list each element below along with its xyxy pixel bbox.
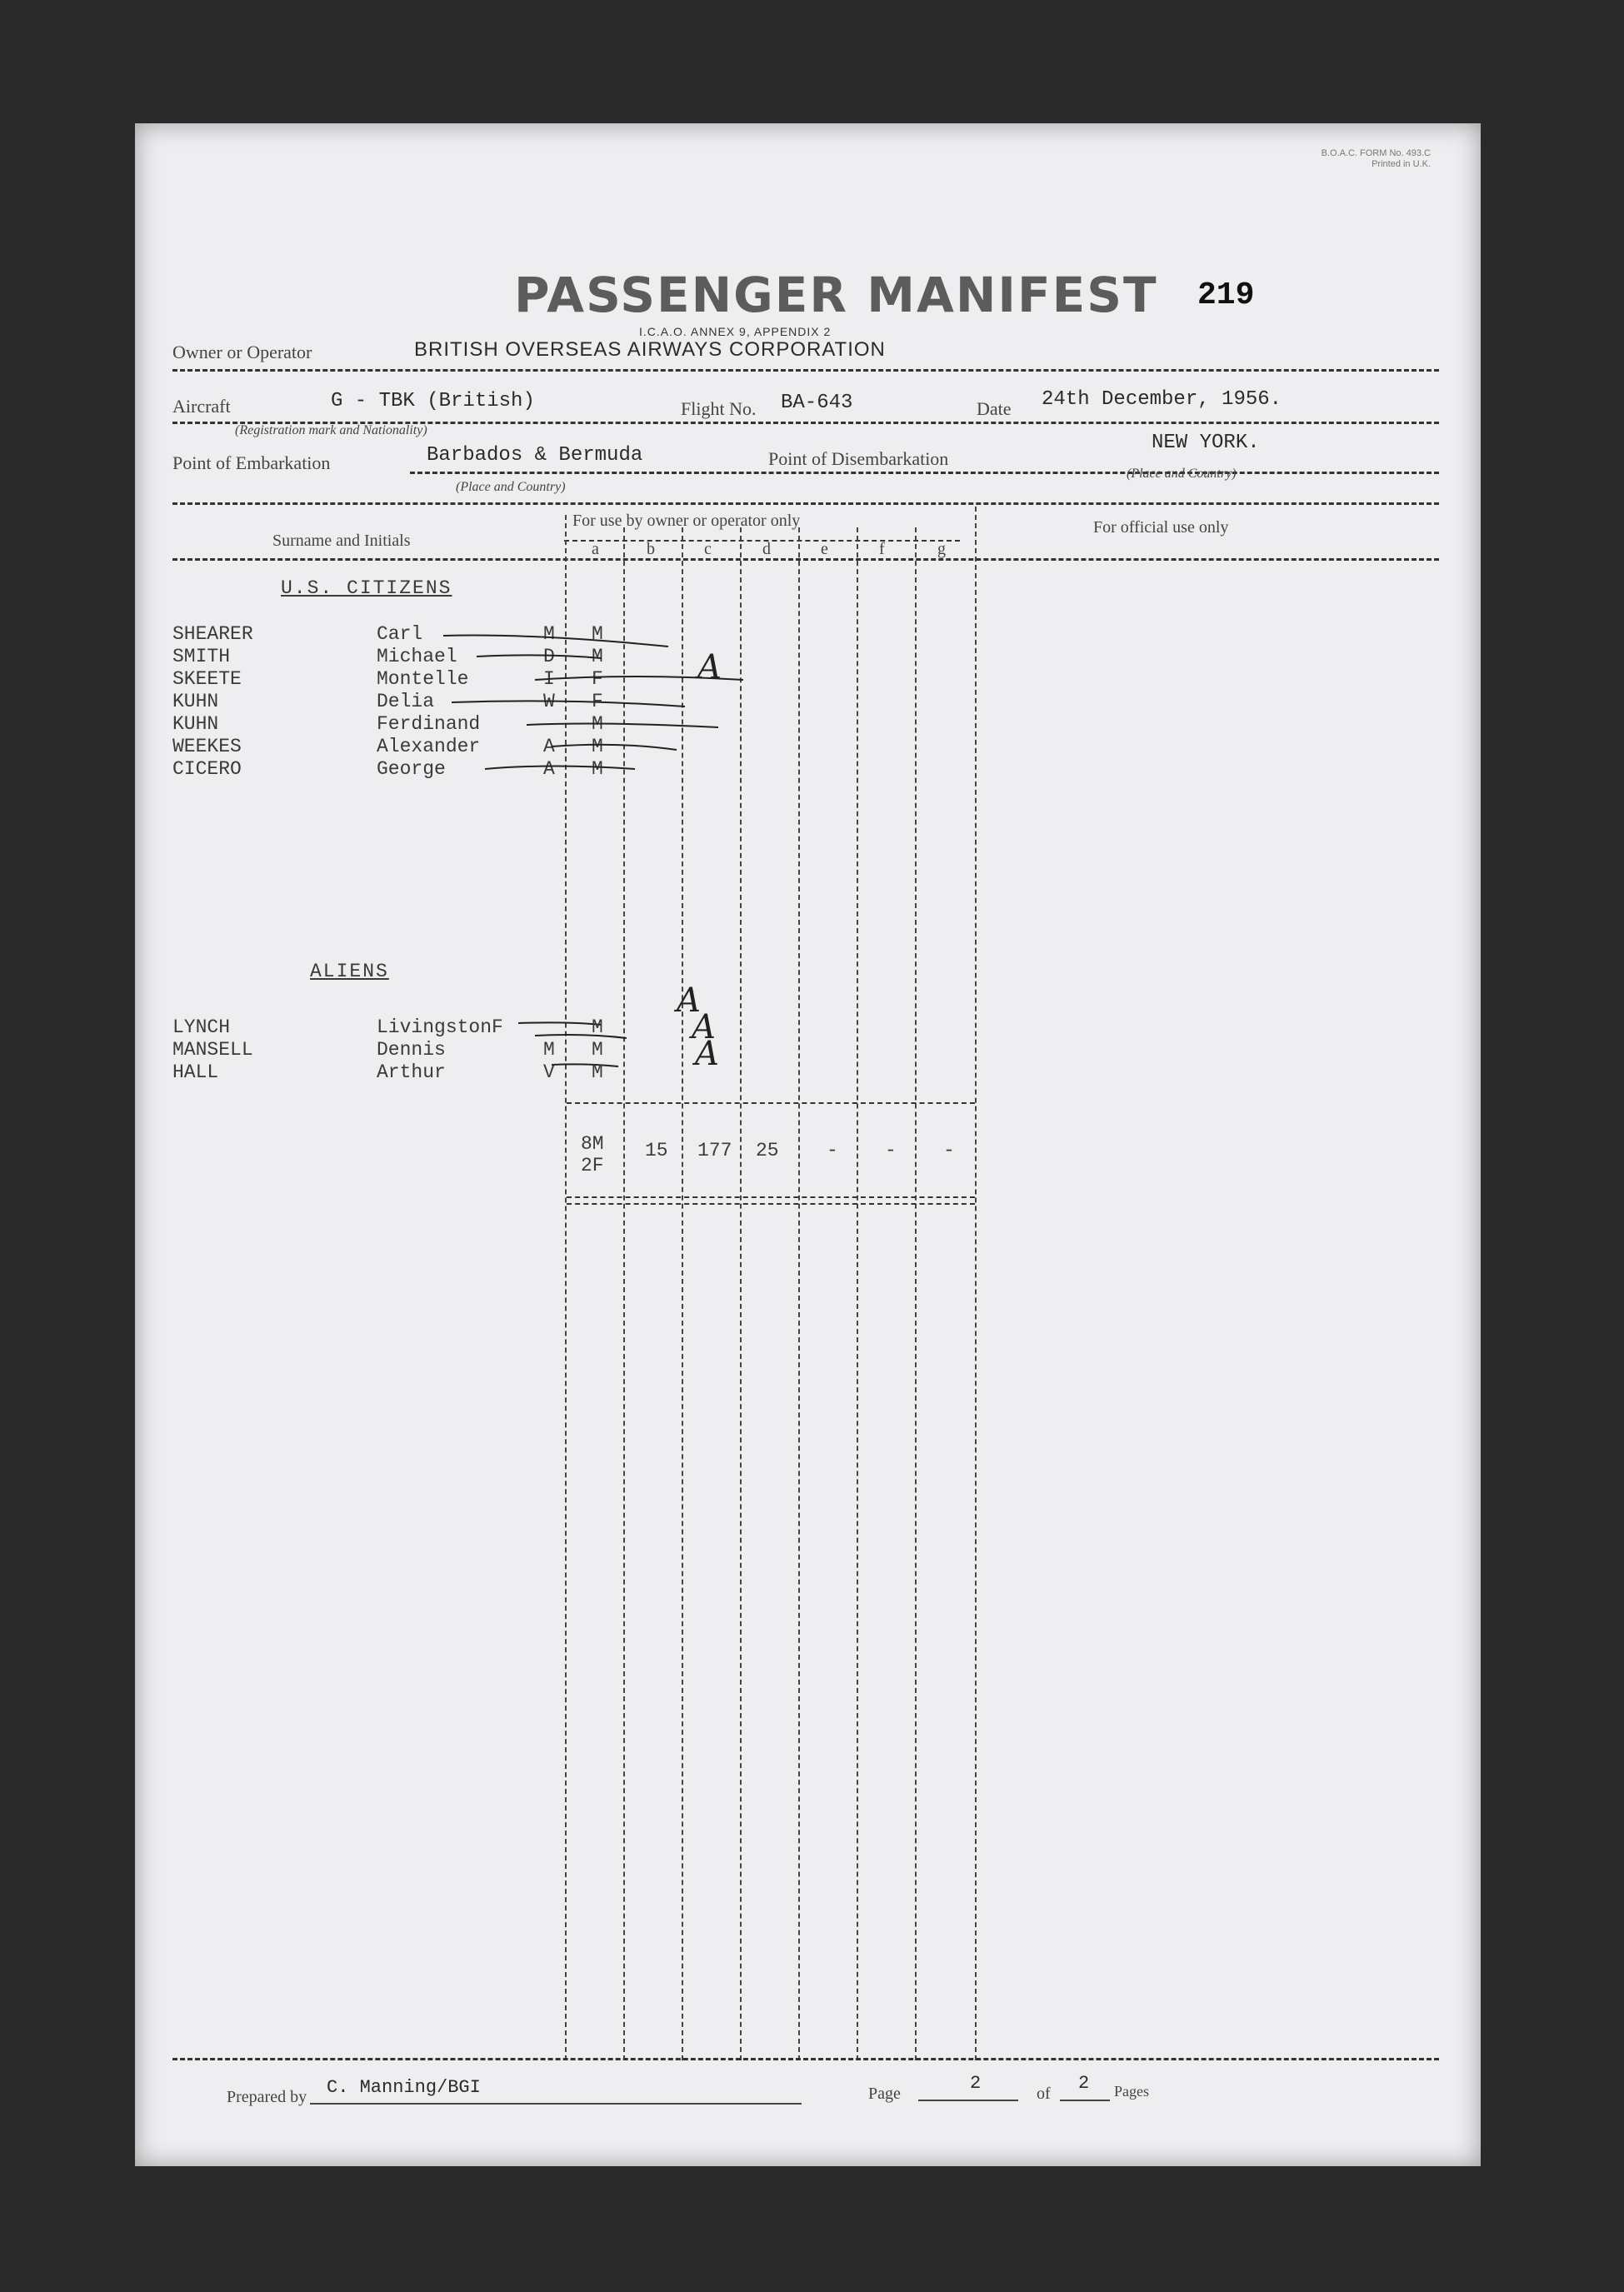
aircraft-caption: (Registration mark and Nationality) [235, 423, 427, 437]
prepared-by-value: C. Manning/BGI [327, 2077, 481, 2098]
of-label: of [1037, 2085, 1051, 2103]
section-us-citizens: U.S. CITIZENS [281, 577, 452, 599]
flight-value: BA-643 [781, 392, 853, 414]
passenger-col-b: F [592, 691, 603, 712]
disembarkation-label: Point of Disembarkation [768, 448, 949, 469]
passenger-surname: HALL [172, 1061, 219, 1083]
passenger-first: Montelle [377, 668, 469, 690]
passenger-col-a: M [543, 623, 555, 645]
total-pages: 2 [1078, 2073, 1090, 2094]
totals-bottom-rule [567, 1196, 975, 1198]
total-col-f: - [885, 1140, 897, 1161]
total-col-a-female: 2F [581, 1155, 604, 1176]
form-ref-line1: B.O.A.C. FORM No. 493.C [1321, 148, 1431, 158]
passenger-first: Delia [377, 691, 435, 712]
passenger-surname: SKEETE [172, 668, 242, 690]
total-col-b: 15 [645, 1140, 668, 1161]
form-ref-line2: Printed in U.K. [1372, 159, 1431, 169]
passenger-col-a: V [543, 1061, 555, 1083]
flight-label: Flight No. [681, 398, 757, 419]
passenger-first: Carl [377, 623, 423, 645]
passenger-col-b: M [592, 1016, 603, 1038]
col-e-header: e [821, 540, 828, 558]
total-col-e: - [827, 1140, 838, 1161]
page-label: Page [868, 2085, 901, 2103]
col-b-header: b [647, 540, 655, 558]
passenger-first: LivingstonF [377, 1016, 503, 1038]
disembarkation-caption: (Place and Country) [1127, 467, 1237, 481]
date-label: Date [977, 398, 1012, 419]
hand-mark-a: A [695, 1035, 719, 1073]
page-number: 2 [970, 2073, 982, 2094]
hand-mark-a: A [692, 1008, 716, 1046]
passenger-surname: LYNCH [172, 1016, 231, 1038]
passenger-col-b: M [592, 1061, 603, 1083]
total-col-g: - [943, 1140, 955, 1161]
pen-strokes [135, 123, 1481, 1206]
col-g-header: g [937, 540, 946, 558]
embarkation-value: Barbados & Bermuda [427, 444, 643, 467]
col-c-header: c [704, 540, 712, 558]
owner-use-header: For use by owner or operator only [572, 512, 801, 530]
passenger-surname: CICERO [172, 758, 242, 780]
passenger-col-b: M [592, 623, 603, 645]
prepared-by-label: Prepared by [227, 2088, 307, 2106]
passenger-col-a: M [543, 1039, 555, 1061]
col-a-header: a [592, 540, 599, 558]
aircraft-label: Aircraft [172, 396, 231, 417]
passenger-surname: SHEARER [172, 623, 253, 645]
passenger-first: Ferdinand [377, 713, 481, 735]
col-f-header: f [879, 540, 885, 558]
passenger-col-b: M [592, 646, 603, 667]
passenger-col-b: M [592, 713, 603, 735]
passenger-col-a: A [543, 758, 555, 780]
date-value: 24th December, 1956. [1042, 388, 1282, 411]
passenger-surname: MANSELL [172, 1039, 253, 1061]
page-underline [918, 2100, 1018, 2101]
passenger-col-a: W [543, 691, 555, 712]
disembarkation-value: NEW YORK. [1152, 432, 1260, 454]
hand-mark-a: A [677, 981, 701, 1020]
totals-top-rule [567, 1102, 975, 1104]
embarkation-caption: (Place and Country) [456, 480, 566, 494]
owner-label: Owner or Operator [172, 342, 312, 362]
pages-label: Pages [1114, 2083, 1149, 2100]
total-col-d: 25 [756, 1140, 779, 1161]
passenger-col-b: M [592, 736, 603, 757]
document-title: PASSENGER MANIFEST [514, 267, 1158, 323]
passenger-surname: KUHN [172, 713, 219, 735]
passenger-col-b: F [592, 668, 603, 690]
passenger-surname: KUHN [172, 691, 219, 712]
col-d-header: d [762, 540, 771, 558]
passenger-col-a: I [543, 668, 555, 690]
aircraft-value: G - TBK (British) [331, 390, 535, 412]
passenger-first: Alexander [377, 736, 481, 757]
totals-bottom-rule-2 [567, 1203, 975, 1205]
footer-rule [172, 2058, 1439, 2060]
surname-header: Surname and Initials [272, 532, 411, 550]
document-subtitle: I.C.A.O. ANNEX 9, APPENDIX 2 [639, 325, 832, 338]
passenger-col-b: M [592, 1039, 603, 1061]
of-underline [1060, 2100, 1110, 2101]
passenger-surname: SMITH [172, 646, 231, 667]
prepared-by-underline [310, 2103, 802, 2105]
passenger-first: Arthur [377, 1061, 446, 1083]
passenger-col-a: D [543, 646, 555, 667]
official-use-header: For official use only [1093, 518, 1229, 537]
hand-mark-a: A [697, 648, 722, 687]
passenger-first: George [377, 758, 446, 780]
embarkation-label: Point of Embarkation [172, 452, 331, 473]
owner-value: BRITISH OVERSEAS AIRWAYS CORPORATION [414, 338, 886, 361]
manifest-sheet [135, 123, 1481, 2166]
section-aliens: ALIENS [310, 961, 389, 982]
total-col-c: 177 [697, 1140, 732, 1161]
passenger-col-a: A [543, 736, 555, 757]
passenger-col-b: M [592, 758, 603, 780]
manifest-number: 219 [1197, 277, 1255, 313]
passenger-first: Michael [377, 646, 457, 667]
total-col-a-male: 8M [581, 1133, 604, 1155]
passenger-surname: WEEKES [172, 736, 242, 757]
passenger-first: Dennis [377, 1039, 446, 1061]
